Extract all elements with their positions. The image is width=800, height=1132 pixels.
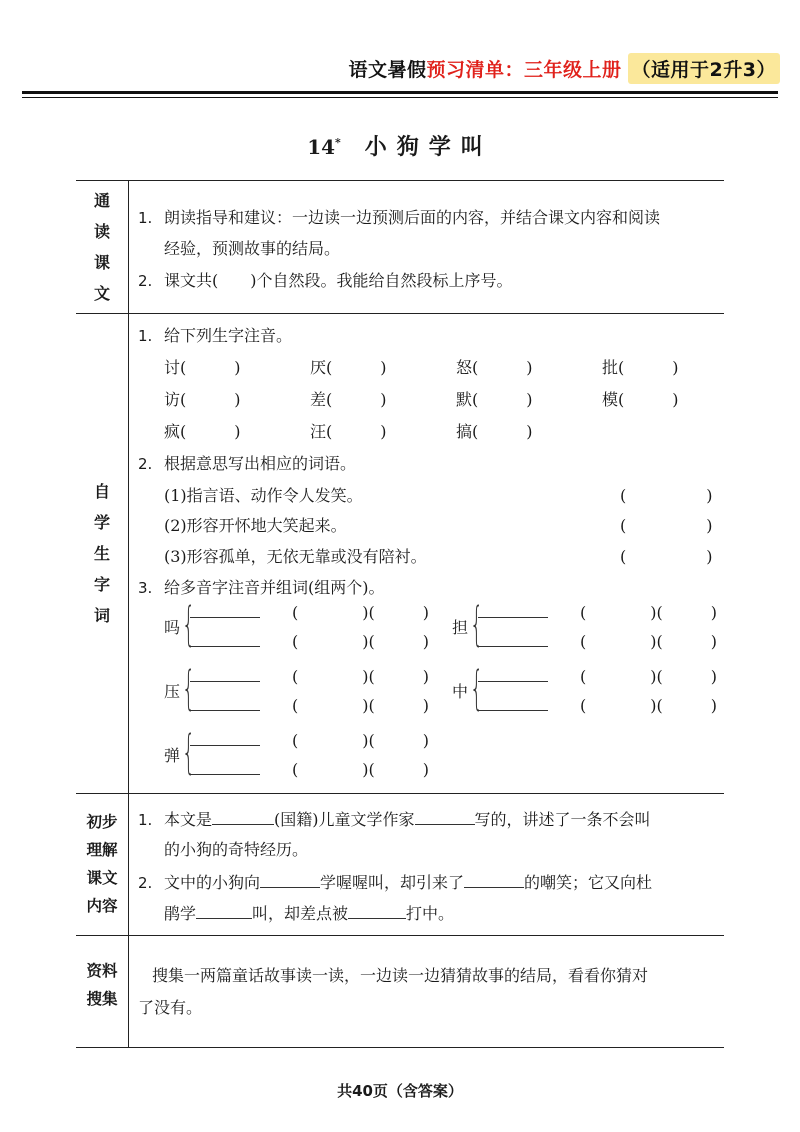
text-segment: 文中的小狗向 <box>164 873 261 892</box>
section-self-study-content <box>138 313 724 793</box>
polyphone-row: ( )( ) <box>190 600 429 623</box>
resources-text-line-2: 了没有。 <box>138 998 203 1017</box>
q1-title-text: 给下列生字注音。 <box>164 326 293 345</box>
reading-item-1-text: 朗读指导和建议：一边读一边预测后面的内容，并结合课文内容和阅读 <box>164 208 661 227</box>
label-char: 学 <box>93 512 110 532</box>
page-footer: 共40页（含答案） <box>337 1082 463 1100</box>
brace-icon: { <box>470 661 484 715</box>
pinyin-char: 疯( ) <box>164 422 241 441</box>
polyphone-row: ( )( ) <box>190 629 429 652</box>
resources-text-line-1: 搜集一两篇童话故事读一读，一边读一边猜猜故事的结局，看看你猜对 <box>152 966 649 985</box>
pinyin-char: 汪( ) <box>310 422 387 441</box>
text-segment: (国籍)儿童文学作家 <box>274 810 415 829</box>
column-divider <box>128 793 129 935</box>
item-number: 2. <box>138 455 153 473</box>
brace-icon: { <box>470 597 484 651</box>
text-segment: 打中。 <box>406 904 455 923</box>
reading-item-1 <box>138 205 660 228</box>
item-number: 1. <box>138 327 153 345</box>
label-char: 词 <box>93 605 110 625</box>
polyphone-row: ( )( ) <box>190 664 429 687</box>
text-segment: 学喔喔叫，却引来了 <box>320 873 465 892</box>
reading-item-1-cont: 经验，预测故事的结局。 <box>164 239 341 258</box>
column-divider <box>128 935 129 1047</box>
label-char: 生 <box>93 543 110 563</box>
pinyin-char: 访( ) <box>164 390 241 409</box>
fill-blank <box>348 904 406 919</box>
header-rule-thick <box>22 91 778 94</box>
lesson-star-mark: * <box>335 135 341 149</box>
polyphone-row: ( )( ) <box>190 757 429 780</box>
polyphone-char: 担 <box>452 618 469 637</box>
item-number: 3. <box>138 579 153 597</box>
label-text: 理解 <box>86 841 118 859</box>
section-understanding-content <box>138 793 724 935</box>
polyphone-row: ( )( ) <box>478 600 717 623</box>
section-resources <box>76 935 724 1048</box>
polyphone-row: ( )( ) <box>478 664 717 687</box>
reading-item-2 <box>138 268 513 291</box>
pinyin-char: 讨( ) <box>164 358 241 377</box>
section-resources-label <box>76 935 128 1047</box>
column-divider <box>128 181 129 313</box>
understanding-item-1-cont: 的小狗的奇特经历。 <box>164 840 309 859</box>
polyphone-row: ( )( ) <box>190 693 429 716</box>
pinyin-char: 模( ) <box>602 390 679 409</box>
section-reading-label <box>76 181 128 313</box>
section-self-study <box>76 313 724 794</box>
section-reading-content <box>138 181 724 313</box>
section-understanding-label <box>76 793 128 935</box>
item-number: 1. <box>138 811 153 829</box>
q2-title-text: 根据意思写出相应的词语。 <box>164 454 357 473</box>
q2-answer-3: ( ) <box>620 547 713 566</box>
q2-item-1: (1)指言语、动作令人发笑。 <box>164 486 363 505</box>
q2-answer-1: ( ) <box>620 486 713 505</box>
pinyin-char: 搞( ) <box>456 422 533 441</box>
fill-blank <box>415 810 475 825</box>
pinyin-char: 怒( ) <box>456 358 533 377</box>
fill-blank <box>260 873 320 888</box>
section-resources-content <box>138 935 724 1047</box>
item-number: 2. <box>138 272 153 290</box>
lesson-number: 14 <box>307 135 336 159</box>
pinyin-char: 厌( ) <box>310 358 387 377</box>
pinyin-char: 默( ) <box>456 390 533 409</box>
section-self-study-label <box>76 313 128 793</box>
q2-title <box>138 451 356 474</box>
label-char: 字 <box>93 574 110 594</box>
q2-item-3: (3)形容孤单，无依无靠或没有陪衬。 <box>164 547 427 566</box>
header-rule-thin <box>22 97 778 98</box>
q2-answer-2: ( ) <box>620 516 713 535</box>
polyphone-char: 吗 <box>164 618 181 637</box>
section-understanding <box>76 793 724 936</box>
text-segment: 写的，讲述了一条不会叫 <box>474 810 651 829</box>
worksheet-table <box>76 180 724 1047</box>
q3-title <box>138 575 385 598</box>
brace-icon: { <box>182 661 196 715</box>
label-text: 内容 <box>86 897 118 915</box>
label-text: 课文 <box>86 869 118 887</box>
pinyin-char: 差( ) <box>310 390 387 409</box>
label-char: 通 <box>93 191 110 210</box>
polyphone-row: ( )( ) <box>478 629 717 652</box>
q2-item-2: (2)形容开怀地大笑起来。 <box>164 516 347 535</box>
header-grade-badge: （适用于2升3） <box>628 53 780 84</box>
polyphone-char: 中 <box>452 682 469 701</box>
label-text: 搜集 <box>86 990 118 1008</box>
lesson-name: 小狗学叫 <box>364 134 493 160</box>
polyphone-char: 弹 <box>164 746 181 765</box>
polyphone-char: 压 <box>164 682 181 701</box>
text-segment: 的嘲笑；它又向杜 <box>524 873 653 892</box>
page-header <box>349 48 780 88</box>
fill-blank <box>212 810 274 825</box>
understanding-item-2 <box>138 870 652 893</box>
label-text: 初步 <box>86 813 118 831</box>
text-segment: 叫，却差点被 <box>252 904 349 923</box>
fill-blank <box>464 873 524 888</box>
text-segment: 本文是 <box>164 810 213 829</box>
polyphone-row: ( )( ) <box>190 728 429 751</box>
section-reading <box>76 181 724 314</box>
understanding-item-1 <box>138 807 651 830</box>
text-segment: 鹃学 <box>164 904 197 923</box>
label-text: 资料 <box>86 962 118 980</box>
lesson-title <box>0 130 800 161</box>
header-subject: 语文暑假 <box>348 58 427 81</box>
understanding-item-2-cont <box>164 901 454 924</box>
label-char: 自 <box>93 481 110 501</box>
label-char: 文 <box>93 284 110 303</box>
fill-blank <box>196 904 252 919</box>
q1-title <box>138 323 292 346</box>
brace-icon: { <box>182 725 196 779</box>
q3-title-text: 给多音字注音并组词(组两个)。 <box>164 578 385 597</box>
reading-item-2-text: 课文共( )个自然段。我能给自然段标上序号。 <box>164 271 513 290</box>
brace-icon: { <box>182 597 196 651</box>
polyphone-row: ( )( ) <box>478 693 717 716</box>
column-divider <box>128 313 129 793</box>
pinyin-char: 批( ) <box>602 358 679 377</box>
label-char: 课 <box>93 253 110 272</box>
item-number: 2. <box>138 874 153 892</box>
item-number: 1. <box>138 209 153 227</box>
header-title: 预习清单：三年级上册 <box>426 58 622 81</box>
label-char: 读 <box>93 222 110 241</box>
